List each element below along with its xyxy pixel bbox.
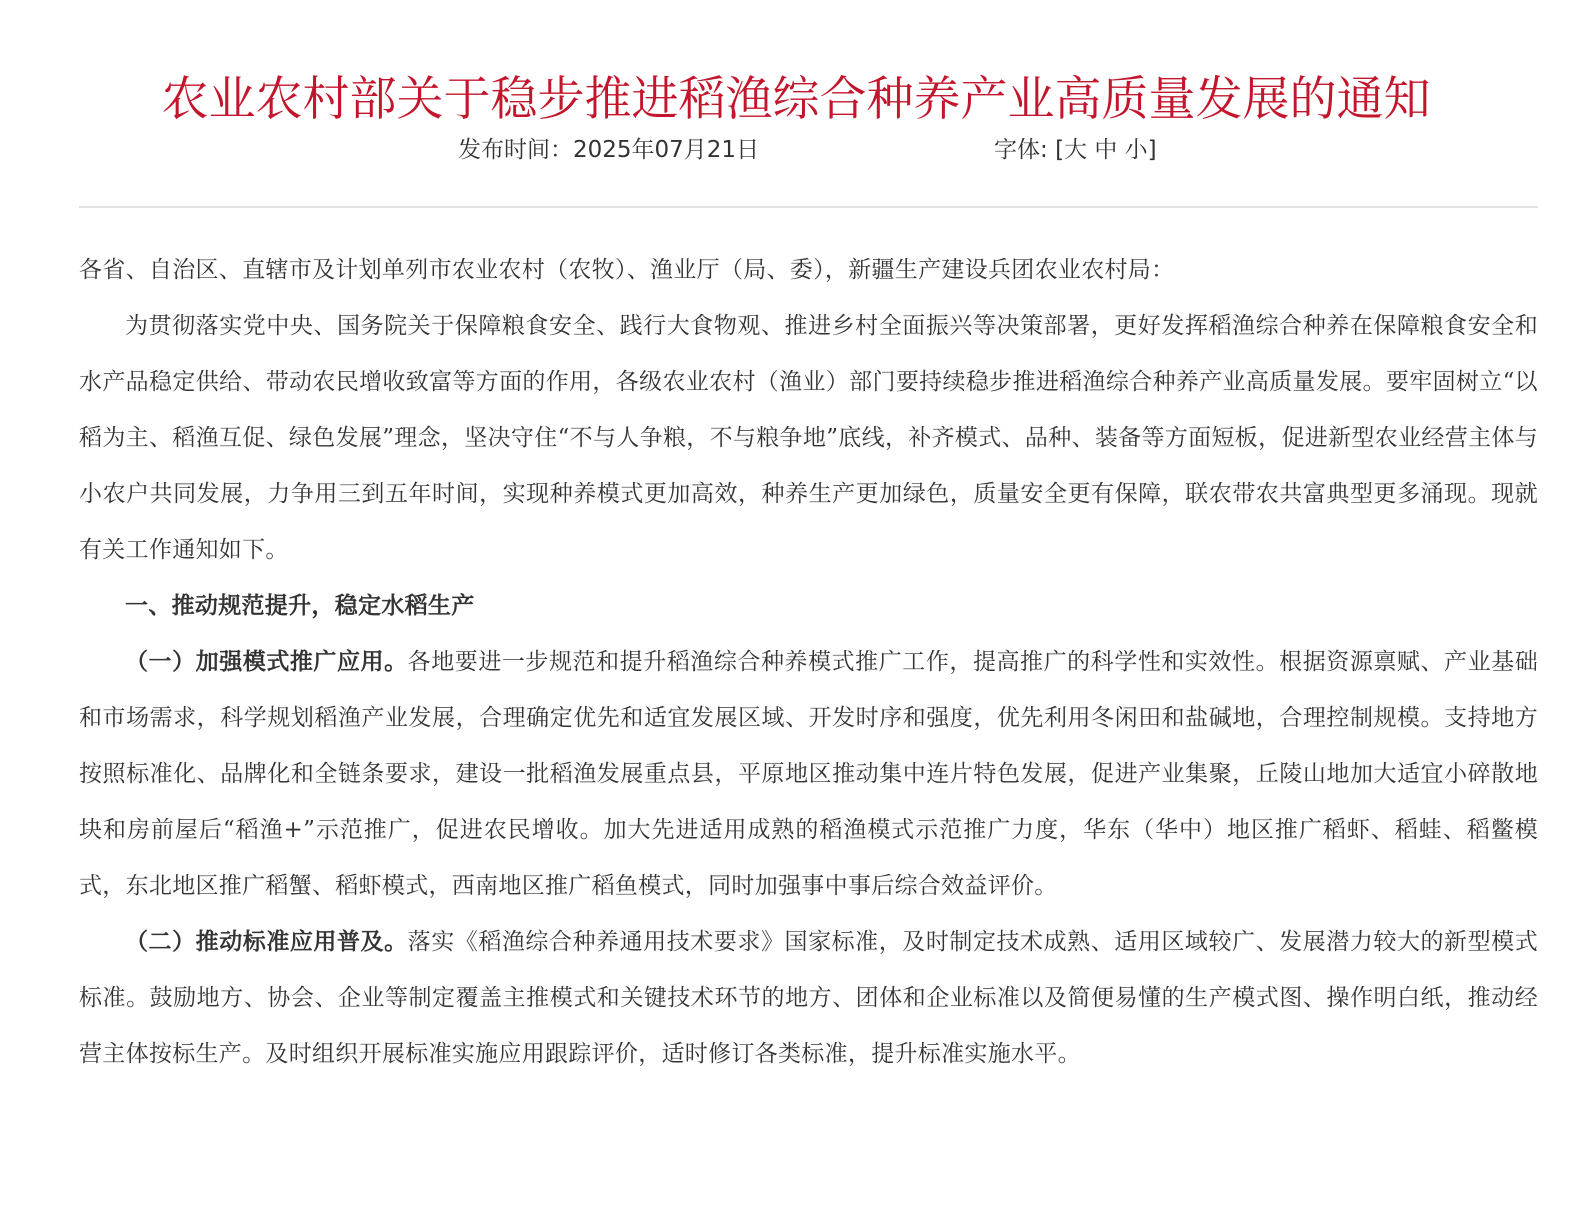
- item-text: 各地要进一步规范和提升稻渔综合种养模式推广工作，提高推广的科学性和实效性。根据资源禀赋、产业基础和市场需求，科学规划稻渔产业发展，合理确定优先和适宜发展区域、开发时序和强度，优先利用冬闲田和盐碱地，合理控制规模。支持地方按照标准化、品牌化和全链条要求，建设一批稻渔发展重点县，平原地区推动集中连片特色发展，促进产业集聚，丘陵山地加大适宜小碎散地块和房前屋后“稻渔+”示范推广，促进农民增收。加大先进适用成熟的稻渔模式示范推广力度，华东（华中）地区推广稻虾、稻蛙、稻鳖模式，东北地区推广稻蟹、稻虾模式，西南地区推广稻鱼模式，同时加强事中事后综合效益评价。: [79, 649, 1538, 899]
- item-heading: （一）加强模式推广应用。: [125, 648, 408, 675]
- font-size-label: 字体:: [994, 137, 1048, 163]
- section-heading: 一、推动规范提升，稳定水稻生产: [125, 593, 475, 619]
- article-body: [79, 242, 1538, 1082]
- font-medium-link[interactable]: 中: [1094, 137, 1118, 163]
- item-paragraph: [79, 634, 1538, 914]
- font-size-selector: [994, 130, 1157, 170]
- item-heading: （二）推动标准应用普及。: [125, 928, 408, 955]
- header-divider: [79, 206, 1538, 208]
- salutation: 各省、自治区、直辖市及计划单列市农业农村（农牧）、渔业厅（局、委），新疆生产建设兵团农业农村局：: [79, 257, 1175, 283]
- article-title: 农业农村部关于稳步推进稻渔综合种养产业高质量发展的通知: [161, 72, 1431, 128]
- font-small-link[interactable]: 小: [1124, 137, 1148, 163]
- font-bracket-close: ]: [1147, 137, 1157, 163]
- item-paragraph: [79, 914, 1538, 1082]
- intro-paragraph: 为贯彻落实党中央、国务院关于保障粮食安全、践行大食物观、推进乡村全面振兴等决策部署，更好发挥稻渔综合种养在保障粮食安全和水产品稳定供给、带动农民增收致富等方面的作用，各级农业农村（渔业）部门要持续稳步推进稻渔综合种养产业高质量发展。要牢固树立“以稻为主、稻渔互促、绿色发展”理念，坚决守住“不与人争粮，不与粮争地”底线，补齐模式、品种、装备等方面短板，促进新型农业经营主体与小农户共同发展，力争用三到五年时间，实现种养模式更加高效，种养生产更加绿色，质量安全更有保障，联农带农共富典型更多涌现。现就有关工作通知如下。: [79, 313, 1538, 563]
- item-text: 落实《稻渔综合种养通用技术要求》国家标准，及时制定技术成熟、适用区域较广、发展潜力较大的新型模式标准。鼓励地方、协会、企业等制定覆盖主推模式和关键技术环节的地方、团体和企业标准以及简便易懂的生产模式图、操作明白纸，推动经营主体按标生产。及时组织开展标准实施应用跟踪评价，适时修订各类标准，提升标准实施水平。: [79, 929, 1538, 1067]
- font-bracket-open: [: [1055, 137, 1065, 163]
- publish-date: 2025年07月21日: [573, 137, 760, 163]
- font-large-link[interactable]: 大: [1064, 137, 1088, 163]
- publish-label: 发布时间：: [458, 137, 573, 163]
- publish-info: [458, 130, 759, 170]
